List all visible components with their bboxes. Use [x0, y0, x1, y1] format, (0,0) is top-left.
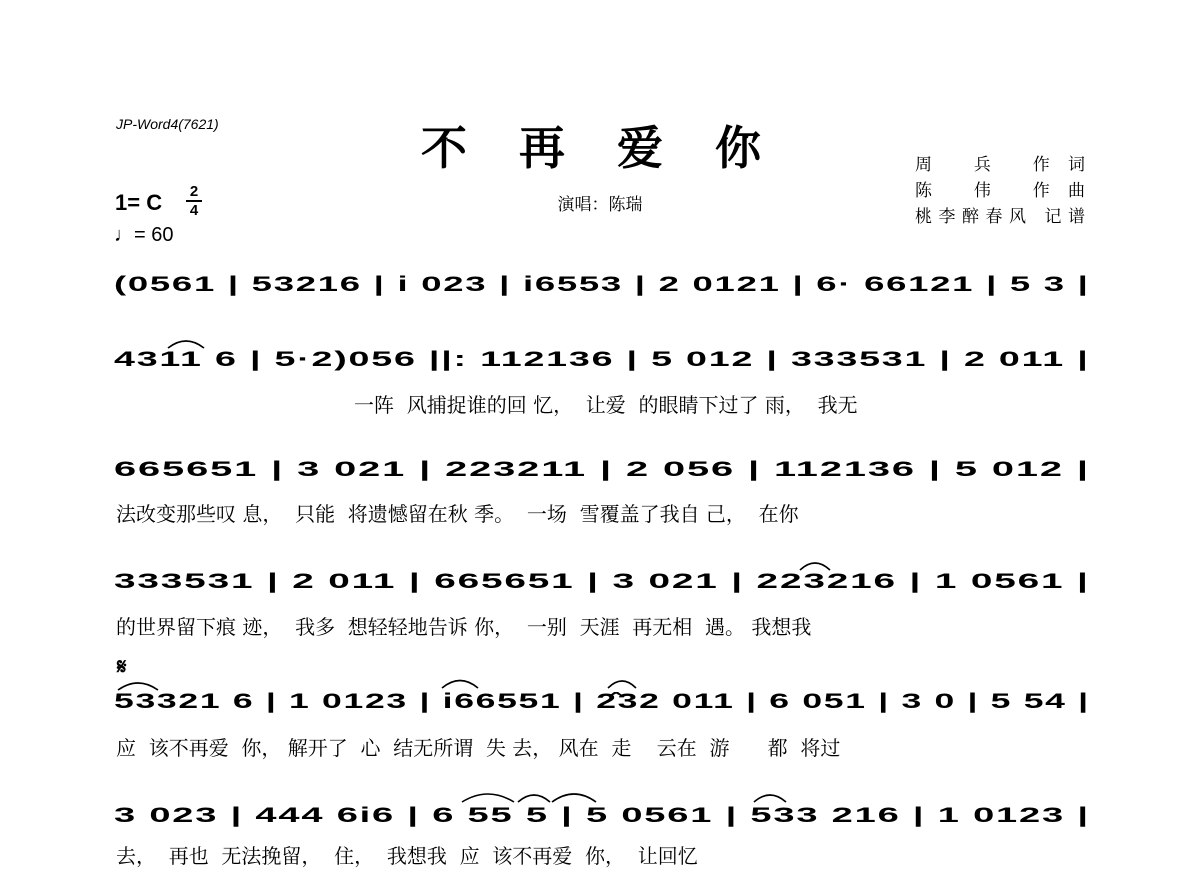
time-signature — [186, 184, 202, 218]
lyrics-row-2: 一阵 风捕捉谁的回 忆， 让爱 的眼睛下过了 雨， 我无 — [354, 393, 858, 417]
tempo-marking — [114, 224, 173, 247]
software-watermark: JP-Word4(7621) — [116, 116, 219, 132]
lyrics-row-6: 去， 再也 无法挽留， 住， 我想我 应 该不再爱 你， 让回忆 — [116, 844, 698, 868]
time-signature-bottom: 4 — [189, 202, 199, 219]
slur-mark — [442, 681, 478, 689]
slur-mark — [168, 341, 204, 348]
slur-mark — [800, 563, 830, 570]
composer-credit: 陈 伟 作曲 — [915, 181, 1085, 201]
notation-row-2: 4311 6 | 5·2)056 ||: 112136 | 5 012 | 333531 | 2 011 | — [114, 348, 1090, 371]
quarter-note-icon: ♩ — [114, 224, 134, 246]
slur-mark — [754, 795, 786, 802]
notation-row-3: 665651 | 3 021 | 223211 | 2 056 | 112136 | 5 012 | — [114, 458, 1090, 481]
slur-mark — [118, 683, 158, 690]
song-title: 不 再 爱 你 — [420, 121, 780, 175]
notation-row-4: 333531 | 2 011 | 665651 | 3 021 | 223216 | 1 0561 | — [114, 570, 1090, 593]
slur-mark — [518, 795, 550, 802]
arranger-credit: 桃李醉春风 记谱 — [915, 207, 1085, 227]
segno-icon: 𝄋 — [117, 654, 127, 680]
lyrics-row-3: 法改变那些叹 息， 只能 将遗憾留在秋 季。 一场 雪覆盖了我自 己， 在你 — [116, 502, 799, 526]
key-signature: 1= C — [115, 190, 163, 215]
tempo-value: = 60 — [134, 224, 174, 246]
notation-row-1: (0561 | 53216 | i 023 | i6553 | 2 0121 | 6· 66121 | 5 3 | — [114, 273, 1090, 296]
slur-mark — [462, 794, 514, 802]
slur-mark — [552, 794, 596, 802]
time-signature-top: 2 — [189, 183, 199, 200]
notation-row-5: 53321 6 | 1 0123 | i66551 | 2̂32 011 | 6 051 | 3 0 | 5 54 | — [114, 690, 1090, 713]
lyricist-credit: 周 兵 作词 — [915, 155, 1085, 175]
singer-credit: 演唱：陈瑞 — [557, 195, 643, 215]
lyrics-row-5: 应 该不再爱 你， 解开了 心 结无所谓 失 去， 风在 走 云在 游 都 将过 — [116, 736, 841, 760]
notation-row-6: 3 023 | 444 6i6 | 6 55 5 | 5 0561 | 533 216 | 1 0123 | — [114, 804, 1090, 827]
slur-mark — [608, 681, 636, 688]
lyrics-row-4: 的世界留下痕 迹， 我多 想轻轻地告诉 你， 一别 天涯 再无相 遇。 我想我 — [116, 615, 812, 639]
